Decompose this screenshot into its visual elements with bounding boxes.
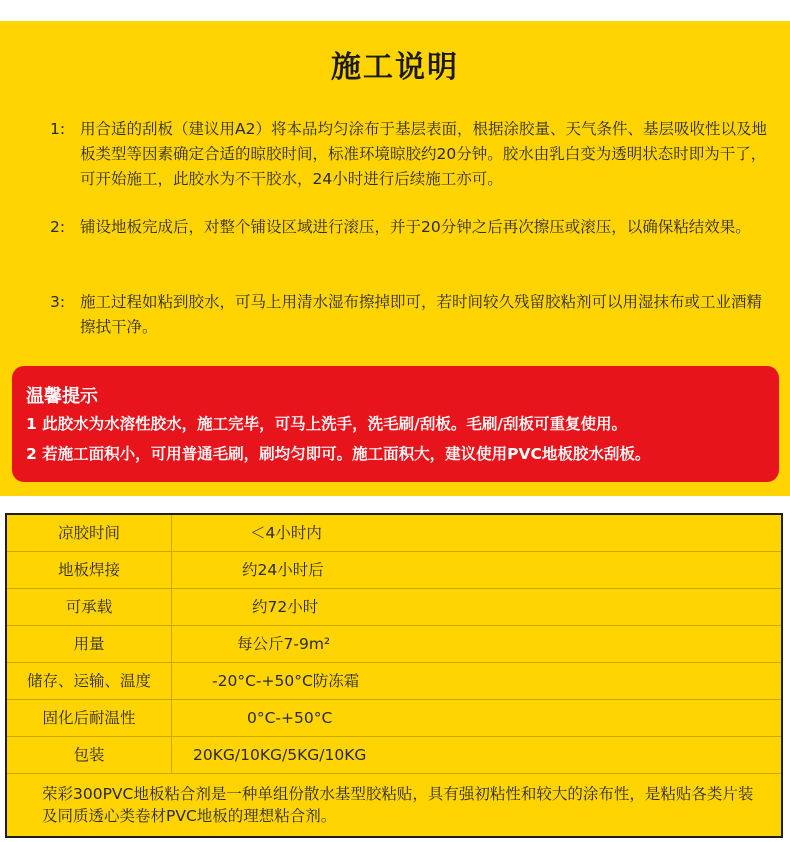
spec-row-storage-temperature <box>7 663 781 700</box>
spec-row-drying-time <box>7 515 781 552</box>
spec-row-floor-welding <box>7 552 781 589</box>
spec-value: 0°C-+50°C <box>247 709 333 727</box>
spec-value: 每公斤7-9m² <box>237 635 331 653</box>
spec-label: 固化后耐温性 <box>7 700 172 736</box>
tip-line-1: 1 此胶水为水溶性胶水，施工完毕，可马上洗手，洗毛刷/刮板。毛刷/刮板可重复使用。 <box>26 415 628 433</box>
spec-value: 约72小时 <box>252 598 319 616</box>
spec-row-load-bearing <box>7 589 781 626</box>
spec-row-dosage <box>7 626 781 663</box>
instruction-text: 用合适的刮板（建议用A2）将本品均匀涂布于基层表面，根据涂胶量、天气条件、基层吸收性以及地板类型等因素确定合适的晾胶时间，标准环境晾胶约20分钟。胶水由乳白变为透明状态时即为干了，可开始施工，此胶水为不干胶水，24小时进行后续施工亦可。 <box>80 120 767 188</box>
spec-label: 包装 <box>7 737 172 773</box>
instruction-number: 1: <box>50 120 66 138</box>
tips-title: 温馨提示 <box>26 386 98 407</box>
spec-label: 凉胶时间 <box>7 515 172 551</box>
instruction-number: 2: <box>50 218 66 236</box>
instruction-item-1 <box>50 117 770 192</box>
warm-tips-box <box>12 366 779 482</box>
spec-value: -20°C-+50°C防冻霜 <box>212 672 360 690</box>
instruction-text: 施工过程如粘到胶水，可马上用清水湿布擦掉即可，若时间较久残留胶粘剂可以用湿抹布或工业酒精擦拭干净。 <box>80 293 763 336</box>
spec-label: 用量 <box>7 626 172 662</box>
tip-line-2: 2 若施工面积小，可用普通毛刷，刷均匀即可。施工面积大，建议使用PVC地板胶水刮板。 <box>26 445 651 463</box>
instruction-item-2 <box>50 215 770 240</box>
spec-value: ＜4小时内 <box>250 524 322 542</box>
spec-row-packaging <box>7 737 781 774</box>
spec-row-heat-resistance <box>7 700 781 737</box>
spec-label: 储存、运输、温度 <box>7 663 172 699</box>
instruction-number: 3: <box>50 293 66 311</box>
spec-value: 约24小时后 <box>242 561 324 579</box>
page-title: 施工说明 <box>331 50 459 85</box>
instruction-item-3 <box>50 290 770 340</box>
spec-label: 可承载 <box>7 589 172 625</box>
spec-label: 地板焊接 <box>7 552 172 588</box>
spec-value: 20KG/10KG/5KG/10KG <box>193 746 367 764</box>
instruction-text: 铺设地板完成后，对整个铺设区域进行滚压，并于20分钟之后再次擦压或滚压，以确保粘结效果。 <box>80 218 751 236</box>
product-description: 荣彩300PVC地板粘合剂是一种单组份散水基型胶粘贴，具有强初粘性和较大的涂布性，是粘贴各类片装及同质透心类卷材PVC地板的理想粘合剂。 <box>42 785 754 825</box>
